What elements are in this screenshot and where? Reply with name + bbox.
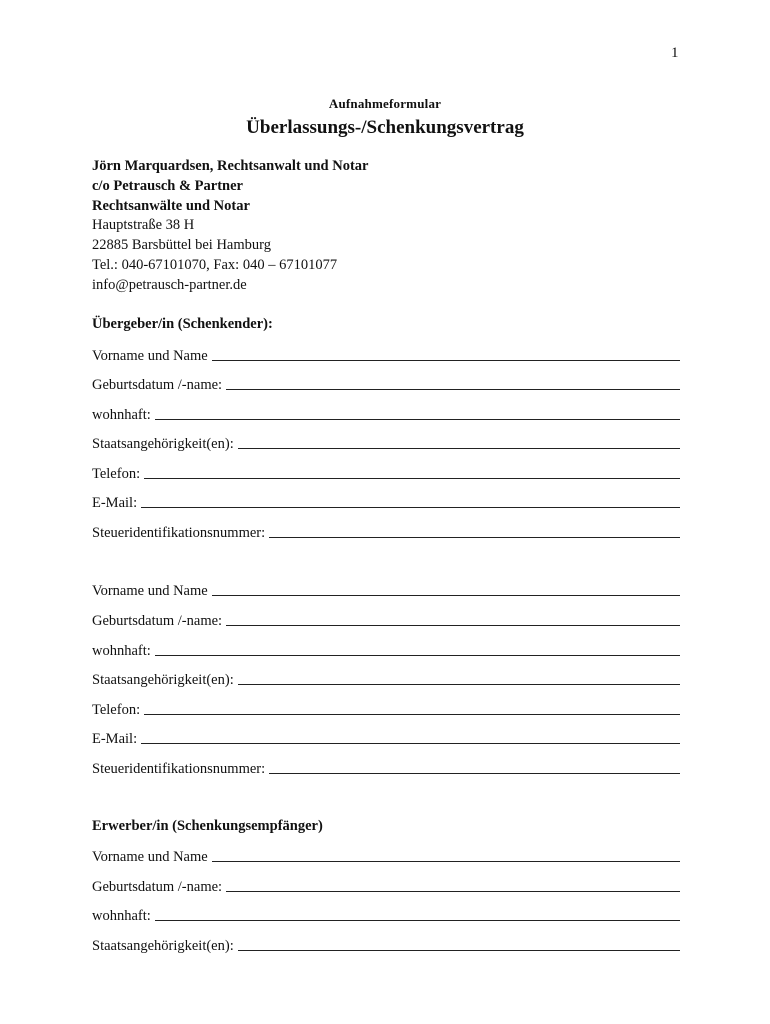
giver1-name-field[interactable]: [92, 345, 680, 365]
giver1-residence-field[interactable]: [92, 404, 680, 424]
giver2-residence-field[interactable]: [92, 640, 680, 660]
fill-line[interactable]: [212, 346, 680, 361]
fill-line[interactable]: [269, 523, 680, 538]
fill-line[interactable]: [141, 493, 680, 508]
fill-line[interactable]: [155, 906, 680, 921]
field-label: Geburtsdatum /-name:: [92, 377, 223, 393]
field-label: Vorname und Name: [92, 348, 208, 364]
field-label: wohnhaft:: [92, 407, 151, 423]
giver2-phone-field[interactable]: [92, 699, 680, 719]
address-line-co: c/o Petrausch & Partner: [92, 177, 243, 194]
receiver-section-heading: Erwerber/in (Schenkungsempfänger): [92, 818, 323, 834]
giver2-nationality-field[interactable]: [92, 669, 680, 689]
address-line-firm: Rechtsanwälte und Notar: [92, 197, 250, 214]
field-label: Staatsangehörigkeit(en):: [92, 938, 234, 954]
giver1-phone-field[interactable]: [92, 463, 680, 483]
fill-line[interactable]: [226, 375, 680, 390]
fill-line[interactable]: [269, 759, 680, 774]
main-title: Überlassungs-/Schenkungsvertrag: [246, 117, 524, 138]
giver2-name-field[interactable]: [92, 580, 680, 600]
field-label: Geburtsdatum /-name:: [92, 879, 223, 895]
giver2-taxid-field[interactable]: [92, 758, 680, 778]
field-label: Vorname und Name: [92, 583, 208, 599]
fill-line[interactable]: [226, 877, 680, 892]
address-line-street: Hauptstraße 38 H: [92, 217, 195, 234]
address-line-phone-fax: Tel.: 040-67101070, Fax: 040 – 67101077: [92, 256, 338, 273]
field-label: Telefon:: [92, 466, 141, 482]
giver2-email-field[interactable]: [92, 728, 680, 748]
receiver1-birth-field[interactable]: [92, 876, 680, 896]
field-label: Telefon:: [92, 702, 141, 718]
fill-line[interactable]: [212, 581, 680, 596]
form-title: Aufnahmeformular: [328, 96, 442, 111]
field-label: Staatsangehörigkeit(en):: [92, 436, 234, 452]
fill-line[interactable]: [238, 434, 680, 449]
field-label: Steueridentifikationsnummer:: [92, 761, 266, 777]
fill-line[interactable]: [212, 847, 680, 862]
field-label: Geburtsdatum /-name:: [92, 613, 223, 629]
fill-line[interactable]: [155, 405, 680, 420]
address-line-city: 22885 Barsbüttel bei Hamburg: [92, 237, 271, 254]
giver1-taxid-field[interactable]: [92, 522, 680, 542]
field-label: E-Mail:: [92, 495, 138, 511]
notary-address-block: [92, 157, 368, 296]
fill-line[interactable]: [144, 464, 680, 479]
fill-line[interactable]: [155, 641, 680, 656]
giver1-birth-field[interactable]: [92, 374, 680, 394]
field-label: wohnhaft:: [92, 908, 151, 924]
field-label: wohnhaft:: [92, 643, 151, 659]
page-number: 1: [671, 45, 679, 61]
address-line-email: info@petrausch-partner.de: [92, 276, 247, 293]
giver-section-heading: Übergeber/in (Schenkender):: [92, 316, 273, 332]
giver1-email-field[interactable]: [92, 492, 680, 512]
fill-line[interactable]: [144, 700, 680, 715]
receiver1-nationality-field[interactable]: [92, 935, 680, 955]
receiver1-residence-field[interactable]: [92, 905, 680, 925]
fill-line[interactable]: [141, 729, 680, 744]
field-label: E-Mail:: [92, 731, 138, 747]
field-label: Steueridentifikationsnummer:: [92, 525, 266, 541]
receiver1-name-field[interactable]: [92, 846, 680, 866]
giver2-birth-field[interactable]: [92, 610, 680, 630]
fill-line[interactable]: [226, 611, 680, 626]
field-label: Vorname und Name: [92, 849, 208, 865]
giver1-nationality-field[interactable]: [92, 433, 680, 453]
address-line-notary: Jörn Marquardsen, Rechtsanwalt und Notar: [92, 158, 369, 174]
fill-line[interactable]: [238, 670, 680, 685]
fill-line[interactable]: [238, 936, 680, 951]
field-label: Staatsangehörigkeit(en):: [92, 672, 234, 688]
